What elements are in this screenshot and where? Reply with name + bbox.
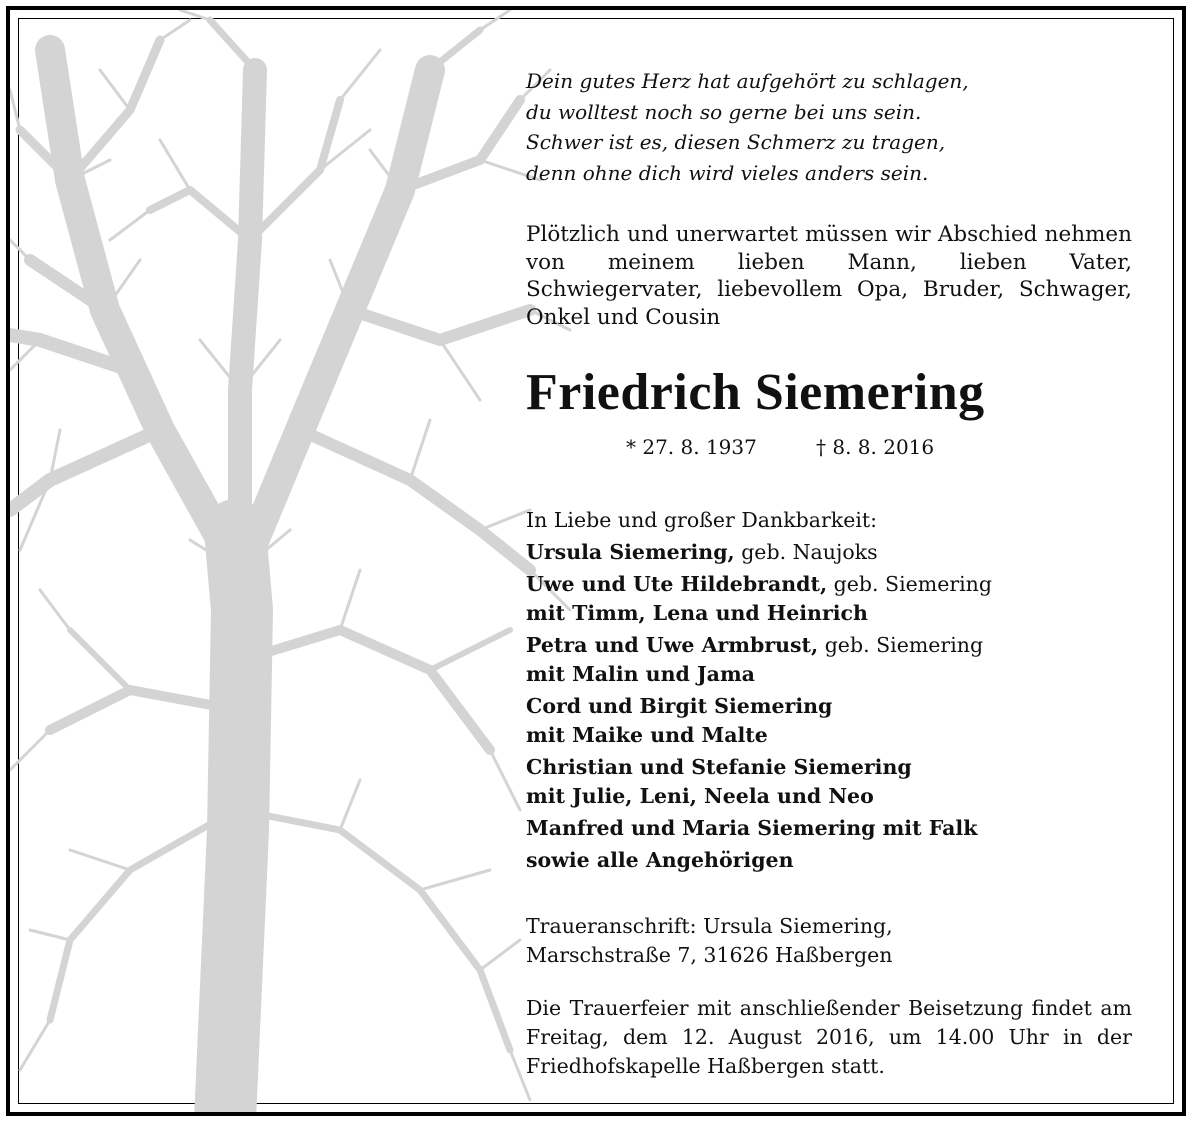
death-date: † 8. 8. 2016 (816, 435, 935, 459)
mourner-name: Uwe und Ute Hildebrandt, (526, 572, 828, 596)
verse-line: du wolltest noch so gerne bei uns sein. (526, 99, 922, 124)
verse (526, 66, 1132, 188)
deceased-name: Friedrich Siemering (526, 364, 985, 421)
mourner-name: Cord und Birgit Siemering (526, 694, 833, 718)
mourning-address (526, 912, 1132, 970)
mourner-children-text: mit Timm, Lena und Heinrich (526, 601, 868, 625)
mourner-children (526, 782, 1132, 811)
mourner-note: geb. Siemering (827, 572, 993, 596)
mourner-children (526, 721, 1132, 750)
mourner-entry (526, 753, 1132, 782)
mourner-name: Christian und Stefanie Siemering (526, 755, 912, 779)
mourner-name: Petra und Uwe Armbrust, (526, 633, 819, 657)
mourner-children-text: mit Malin und Jama (526, 662, 755, 686)
mourners-list (526, 506, 1132, 875)
verse-line: Schwer ist es, diesen Schmerz zu tragen, (526, 130, 946, 154)
mourners-heading: In Liebe und großer Dankbarkeit: (526, 508, 878, 532)
obituary-frame (6, 6, 1186, 1116)
address-line: Traueranschrift: Ursula Siemering, (526, 914, 893, 938)
intro-paragraph: Plötzlich und unerwartet müssen wir Abschied nehmen von meinem lieben Mann, lieben Vater, Schwiegervater, liebevollem Opa, Bruder, Schwager, Onkel und Cousin (526, 222, 1132, 330)
mourner-entry (526, 538, 1132, 567)
mourner-entry (526, 570, 1132, 599)
mourner-name: Ursula Siemering, (526, 540, 735, 564)
ceremony-notice: Die Trauerfeier mit anschließender Beisetzung findet am Freitag, dem 12. August 2016, um 14.00 Uhr in der Friedhofskapelle Haßbergen statt. (526, 996, 1132, 1078)
mourner-note: geb. Siemering (818, 633, 984, 657)
address-line: Marschstraße 7, 31626 Haßbergen (526, 943, 893, 967)
mourner-note: geb. Naujoks (734, 540, 878, 564)
mourner-entry (526, 631, 1132, 660)
mourner-entry (526, 846, 1132, 875)
mourner-name: Manfred und Maria Siemering mit Falk (526, 816, 978, 840)
mourner-children (526, 660, 1132, 689)
verse-line: denn ohne dich wird vieles anders sein. (526, 160, 929, 185)
mourner-name: sowie alle Angehörigen (526, 848, 794, 872)
verse-line: Dein gutes Herz hat aufgehört zu schlagen, (526, 69, 969, 93)
mourner-entry (526, 692, 1132, 721)
mourner-entry (526, 814, 1132, 843)
mourner-children (526, 599, 1132, 628)
mourner-children-text: mit Maike und Malte (526, 723, 768, 747)
mourner-children-text: mit Julie, Leni, Neela und Neo (526, 784, 874, 808)
birth-date: * 27. 8. 1937 (626, 435, 757, 459)
